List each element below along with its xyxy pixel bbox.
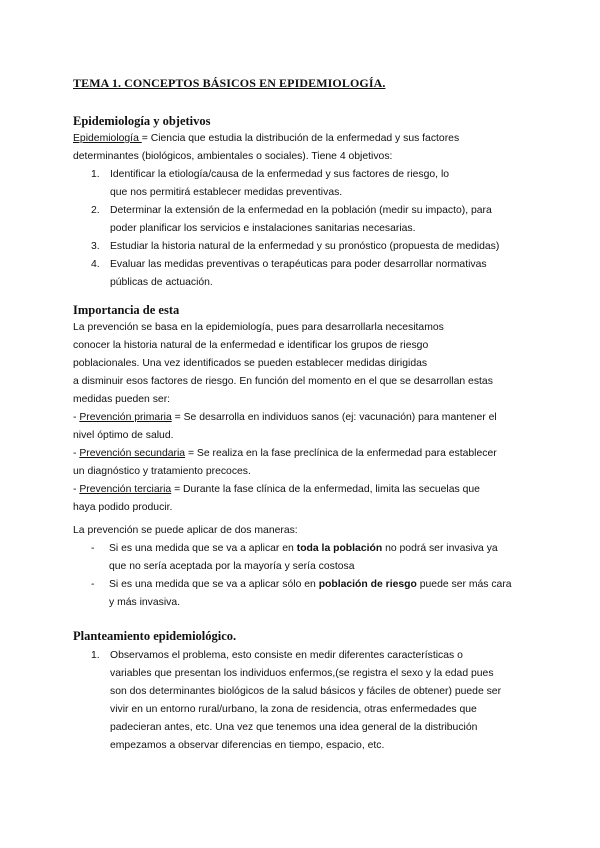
paragraph-line: La prevención se basa en la epidemiología, pues para desarrollarla necesitamos: [73, 322, 444, 333]
paragraph-line: conocer la historia natural de la enfermedad e identificar los grupos de riesgo: [73, 340, 429, 351]
prevention-secundaria: - Prevención secundaria = Se realiza en la fase preclínica de la enfermedad para establecer: [73, 448, 497, 459]
prevention-ways-list: [91, 540, 512, 612]
list-item-text: Evaluar las medidas preventivas o terapéuticas para poder desarrollar normativas: [110, 259, 487, 270]
section-heading-planteamiento: Planteamiento epidemiológico.: [73, 629, 237, 643]
list-item-text: que nos permitirá establecer medidas preventivas.: [110, 187, 343, 198]
paragraph-line: a disminuir esos factores de riesgo. En función del momento en el que se desarrollan estas: [73, 376, 493, 387]
definition-text: = Ciencia que estudia la distribución de la enfermedad y sus factores: [141, 133, 460, 144]
list-item: [91, 256, 499, 292]
prevention-terciaria: - Prevención terciaria = Durante la fase clínica de la enfermedad, limita las secuelas que: [73, 484, 480, 495]
list-item-text: padecieran antes, etc. Una vez que tenemos una idea general de la distribución: [110, 722, 478, 733]
importancia-paragraph: [73, 319, 533, 517]
bold-phrase: población de riesgo: [318, 579, 417, 590]
paragraph-line: nivel óptimo de salud.: [73, 430, 174, 441]
epidemiologia-definition: [73, 130, 533, 166]
section-heading-epidemiologia: Epidemiología y objetivos: [73, 114, 211, 128]
list-item: [91, 202, 499, 238]
list-item: - Si es una medida que se va a aplicar en toda la población no podrá ser invasiva ya que no sería aceptada por la mayoría y sería costosa: [91, 540, 512, 576]
list-item-text: Determinar la extensión de la enfermedad en la población (medir su impacto), para: [110, 205, 492, 216]
objectives-list: [91, 166, 499, 292]
definition-line: [73, 130, 533, 148]
paragraph-line: La prevención se puede aplicar de dos maneras:: [73, 525, 298, 536]
paragraph-line: medidas pueden ser:: [73, 394, 171, 405]
planteamiento-list: [91, 647, 501, 755]
list-item: [91, 238, 499, 256]
prevention-terciaria-label: Prevención terciaria: [79, 484, 172, 495]
list-number: 2.: [91, 205, 100, 216]
list-item-text: públicas de actuación.: [110, 277, 213, 288]
list-item: [91, 647, 501, 755]
list-number: 1.: [91, 169, 100, 180]
list-item-text: son dos determinantes biológicos de la salud básicos y fáciles de obtener) puede ser: [110, 686, 502, 697]
list-item-text: empezamos a observar diferencias en tiempo, espacio, etc.: [110, 740, 385, 751]
apply-intro: [73, 522, 533, 540]
dash-marker: -: [91, 579, 95, 590]
list-item-text: Estudiar la historia natural de la enfermedad y su pronóstico (propuesta de medidas): [110, 241, 500, 252]
list-item: - Si es una medida que se va a aplicar sólo en población de riesgo puede ser más cara y más invasiva.: [91, 576, 512, 612]
list-item-text: Observamos el problema, esto consiste en medir diferentes características o: [110, 650, 463, 661]
list-number: 4.: [91, 259, 100, 270]
paragraph-line: poblacionales. Una vez identificados se pueden establecer medidas dirigidas: [73, 358, 428, 369]
list-item: [91, 166, 499, 202]
dash-marker: -: [91, 543, 95, 554]
list-item-text: vivir en un entorno rural/urbano, la zona de residencia, otras enfermedades que: [110, 704, 477, 715]
list-item-text: poder planificar los servicios e instalaciones sanitarias necesarias.: [110, 223, 416, 234]
paragraph-line: haya podido producir.: [73, 502, 173, 513]
page-title: TEMA 1. CONCEPTOS BÁSICOS EN EPIDEMIOLOGÍA.: [73, 76, 386, 90]
list-item-text: variables que presentan los individuos enfermos,(se registra el sexo y la edad pues: [110, 668, 494, 679]
list-number: 3.: [91, 241, 100, 252]
prevention-primaria-label: Prevención primaria: [79, 412, 172, 423]
paragraph-line: un diagnóstico y tratamiento precoces.: [73, 466, 251, 477]
definition-line: determinantes (biológicos, ambientales o sociales). Tiene 4 objetivos:: [73, 151, 393, 162]
list-item-text: Identificar la etiología/causa de la enfermedad y sus factores de riesgo, lo: [110, 169, 450, 180]
section-heading-importancia: Importancia de esta: [73, 303, 180, 317]
prevention-primaria: - Prevención primaria = Se desarrolla en individuos sanos (ej: vacunación) para mantener el: [73, 412, 497, 423]
list-number: 1.: [91, 650, 100, 661]
term-epidemiologia: Epidemiología: [73, 133, 142, 144]
prevention-secundaria-label: Prevención secundaria: [79, 448, 186, 459]
bold-phrase: toda la población: [296, 543, 383, 554]
